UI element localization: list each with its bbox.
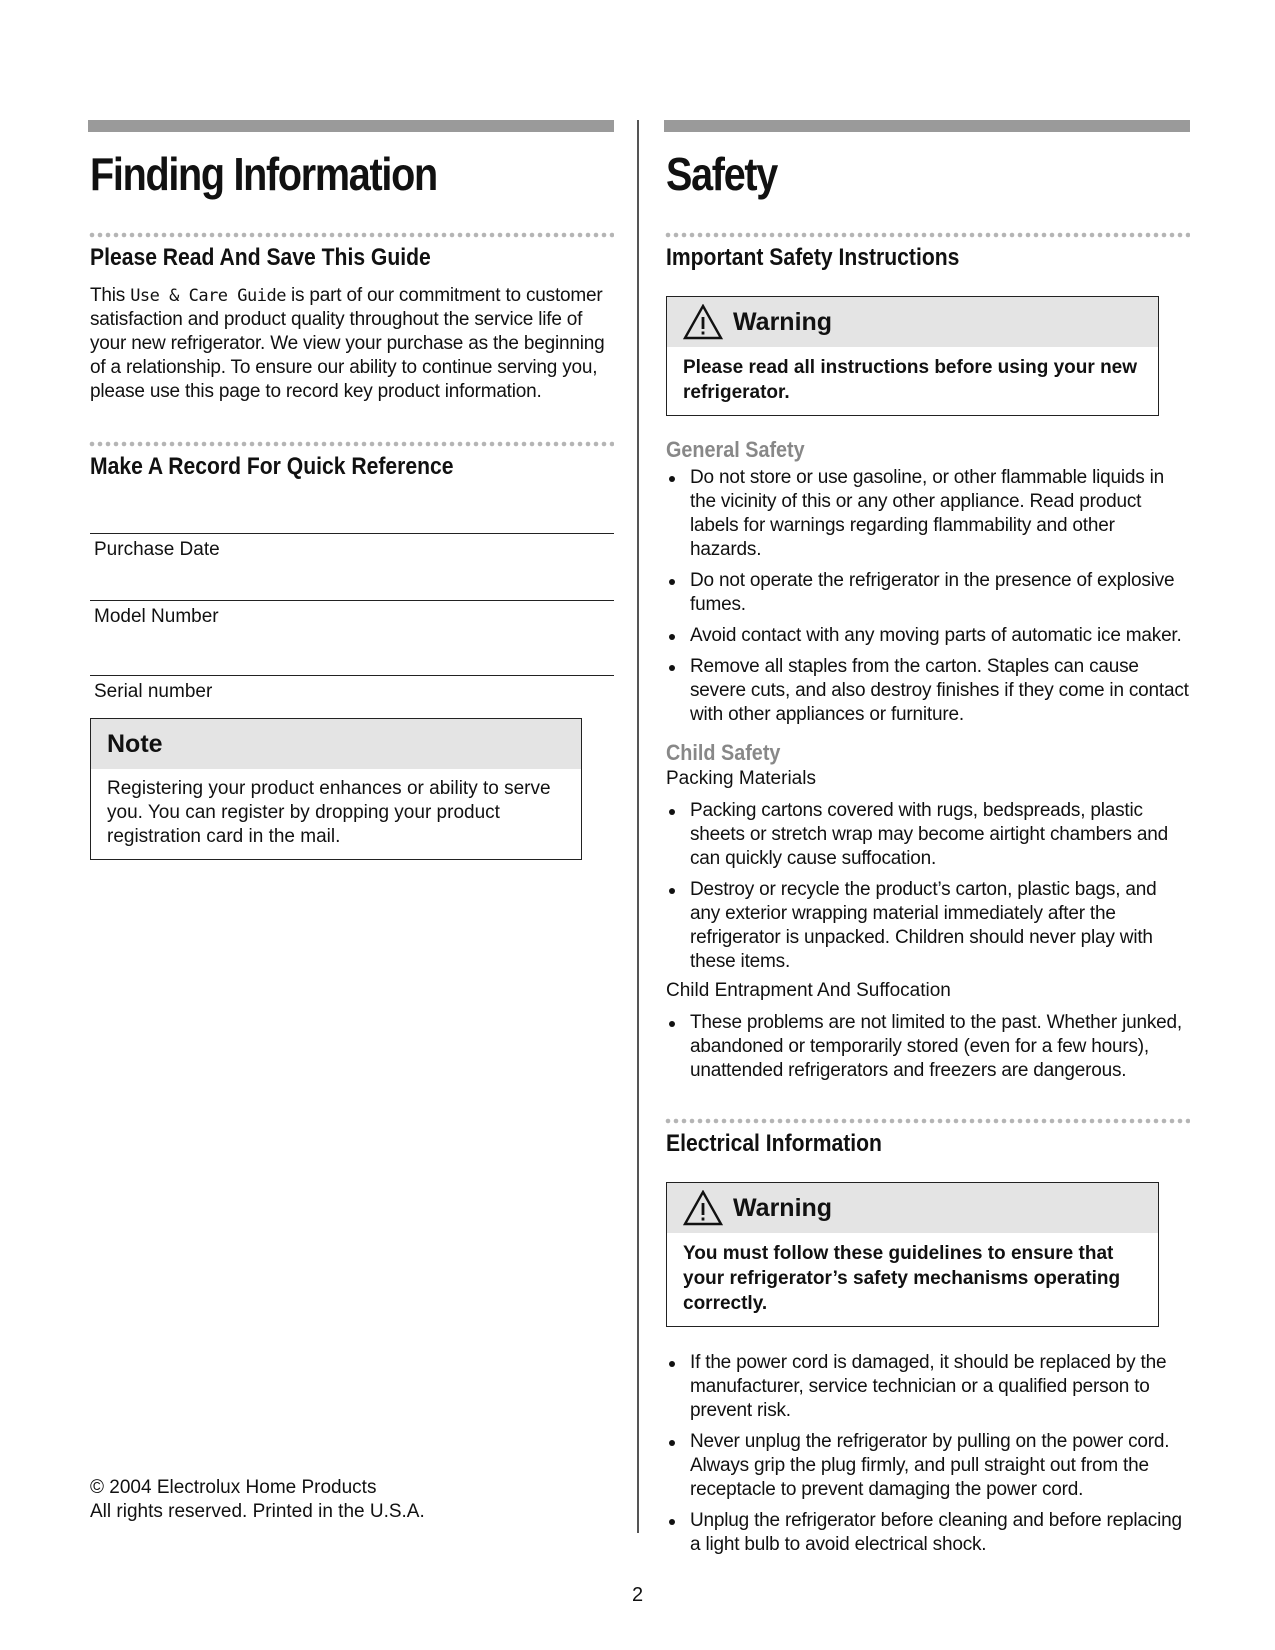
note-box-header	[91, 719, 581, 769]
copyright-line: © 2004 Electrolux Home Products	[90, 1477, 377, 1498]
record-label: Purchase Date	[94, 539, 220, 560]
right-column	[664, 120, 1190, 1564]
heading-packing-materials: Packing Materials	[666, 768, 816, 789]
warning-title: Warning	[733, 307, 833, 336]
heading-child-safety: Child Safety	[666, 740, 781, 765]
page-title-safety: Safety	[666, 148, 778, 200]
heading-electrical-information: Electrical Information	[666, 1130, 882, 1157]
list-item: Never unplug the refrigerator by pulling on the power cord. Always grip the plug firmly, and pull straight out from the receptacle to prevent damaging the power cord.	[666, 1430, 1190, 1502]
record-label: Model Number	[94, 606, 219, 627]
record-field-model-number[interactable]	[90, 600, 614, 629]
bullet-icon	[669, 888, 675, 894]
bullet-icon	[669, 809, 675, 815]
rights-line: All rights reserved. Printed in the U.S.A.	[90, 1501, 425, 1522]
child-entrapment-list	[666, 1011, 1190, 1083]
bullet-icon	[669, 665, 675, 671]
section-top-bar	[664, 120, 1190, 132]
list-item: If the power cord is damaged, it should be replaced by the manufacturer, service technician or a qualified person to prevent risk.	[666, 1351, 1190, 1423]
page-title-finding-information: Finding Information	[90, 148, 437, 200]
list-item: Unplug the refrigerator before cleaning and before replacing a light bulb to avoid electrical shock.	[666, 1509, 1190, 1557]
list-item: Do not operate the refrigerator in the presence of explosive fumes.	[666, 569, 1190, 617]
dotted-divider	[88, 232, 614, 238]
bullet-icon	[669, 634, 675, 640]
warning-body: You must follow these guidelines to ensure that your refrigerator’s safety mechanisms operating correctly.	[683, 1243, 1121, 1314]
warning-box-header	[667, 1183, 1158, 1233]
packing-materials-list	[666, 799, 1190, 974]
electrical-list	[666, 1351, 1190, 1557]
warning-title: Warning	[733, 1193, 833, 1222]
dotted-divider	[664, 1118, 1190, 1124]
record-label: Serial number	[94, 681, 213, 702]
record-field-serial-number[interactable]	[90, 675, 614, 704]
section-top-bar	[88, 120, 614, 132]
list-item: Avoid contact with any moving parts of automatic ice maker.	[666, 624, 1190, 648]
list-item: These problems are not limited to the past. Whether junked, abandoned or temporarily stored (even for a few hours), unattended refrigerators and freezers are dangerous.	[666, 1011, 1190, 1083]
read-save-paragraph: This Use & Care Guide is part of our commitment to customer satisfaction and product quality throughout the service life of your new refrigerator. We view your purchase as the beginning of a relationship. To ensure our ability to continue serving you, please use this page to record key product information.	[90, 285, 605, 402]
bullet-icon	[669, 1361, 675, 1367]
left-column	[88, 120, 614, 860]
dotted-divider	[664, 232, 1190, 238]
warning-box-instructions	[666, 296, 1159, 416]
list-item: Remove all staples from the carton. Staples can cause severe cuts, and also destroy finishes if they come in contact with other appliances or furniture.	[666, 655, 1190, 727]
warning-triangle-icon	[683, 304, 723, 340]
heading-important-safety: Important Safety Instructions	[666, 244, 960, 271]
list-item: Packing cartons covered with rugs, bedspreads, plastic sheets or stretch wrap may become airtight chambers and can quickly cause suffocation.	[666, 799, 1190, 871]
warning-box-header	[667, 297, 1158, 347]
list-item: Destroy or recycle the product’s carton, plastic bags, and any exterior wrapping material immediately after the refrigerator is unpacked. Children should never play with these items.	[666, 878, 1190, 974]
column-divider	[637, 120, 639, 1533]
dotted-divider	[88, 441, 614, 447]
heading-make-record: Make A Record For Quick Reference	[90, 453, 454, 480]
note-body: Registering your product enhances or ability to serve you. You can register by dropping your product registration card in the mail.	[107, 778, 551, 847]
bullet-icon	[669, 476, 675, 482]
warning-box-electrical	[666, 1182, 1159, 1327]
bullet-icon	[669, 1519, 675, 1525]
warning-triangle-icon	[683, 1190, 723, 1226]
guide-title-italic: Use & Care Guide	[130, 286, 286, 306]
heading-general-safety: General Safety	[666, 437, 805, 462]
bullet-icon	[669, 1021, 675, 1027]
bullet-icon	[669, 579, 675, 585]
footer-copyright	[90, 1476, 425, 1524]
warning-body: Please read all instructions before using your new refrigerator.	[683, 357, 1138, 403]
general-safety-list	[666, 466, 1190, 727]
note-title: Note	[107, 729, 163, 758]
heading-child-entrapment: Child Entrapment And Suffocation	[666, 980, 951, 1001]
list-item: Do not store or use gasoline, or other flammable liquids in the vicinity of this or any other appliance. Read product labels for warnings regarding flammability and other hazards.	[666, 466, 1190, 562]
heading-read-save-guide: Please Read And Save This Guide	[90, 244, 431, 271]
note-box	[90, 718, 582, 860]
record-field-purchase-date[interactable]	[90, 533, 614, 562]
page-number: 2	[631, 1584, 644, 1606]
bullet-icon	[669, 1440, 675, 1446]
